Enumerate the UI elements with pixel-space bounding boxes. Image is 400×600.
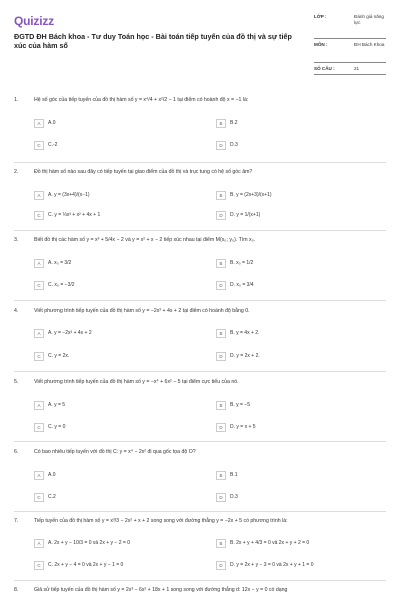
question-number: 2. [14,169,19,175]
question-number: 7. [14,518,19,524]
option-letter: A [34,329,44,338]
option-text: B.1 [230,472,238,478]
option-text: A. y = −2x³ + 4x + 2 [48,330,92,336]
option-letter: D [216,352,226,361]
option-text: A. 2x + y − 10/3 = 0 và 2x + y − 2 = 0 [48,540,130,546]
option-a[interactable] [34,399,65,411]
divider [14,511,386,512]
option-b[interactable] [216,257,253,269]
class-value: Đánh giá năng lực [354,14,384,25]
class-label: LỚP : [314,14,327,19]
meta-count-row [314,63,386,75]
option-a[interactable] [34,537,130,549]
option-text: C. y = 2x. [48,353,70,359]
option-letter: C [34,423,44,432]
option-d[interactable] [216,279,254,291]
option-text: C.-2 [48,142,58,148]
count-value: 21 [354,66,360,71]
option-text: D. y = 1/(x+1) [230,212,261,218]
option-letter: D [216,493,226,502]
meta-subject-row [314,39,386,63]
option-c[interactable] [34,491,56,503]
option-letter: B [216,539,226,548]
option-letter: C [34,141,44,150]
option-letter: A [34,401,44,410]
option-letter: D [216,423,226,432]
option-d[interactable] [216,559,314,571]
option-d[interactable] [216,421,256,433]
question-6 [14,449,386,500]
option-c[interactable] [34,209,100,221]
question-5 [14,379,386,430]
quizizz-logo: Quizizz [14,14,54,28]
option-d[interactable] [216,209,260,221]
question-text: Hệ số góc của tiếp tuyến của đồ thị hàm số y = x⁴/4 + x²/2 − 1 tại điểm có hoành độ x = −1 là: [34,97,249,103]
question-2 [14,169,386,218]
divider [14,371,386,372]
option-text: D.3 [230,142,238,148]
option-b[interactable] [216,399,250,411]
option-text: C. y = ⅓x³ + x² + 4x + 1 [48,212,101,218]
question-text: Viết phương trình tiếp tuyến của đồ thị hàm số y = −2x³ + 4x + 2 tại điểm có hoành độ bằng 0. [34,308,250,314]
quiz-meta [314,14,386,75]
option-text: D. y = 2x + y − 3 = 0 và 2x + y + 1 = 0 [230,562,314,568]
option-text: D. y = x + 5 [230,424,256,430]
question-1 [14,97,386,148]
option-letter: B [216,259,226,268]
question-number: 4. [14,308,19,314]
option-a[interactable] [34,117,56,129]
question-number: 8. [14,587,19,593]
option-letter: A [34,191,44,200]
divider [14,441,386,442]
quiz-header [14,14,386,71]
option-d[interactable] [216,139,238,151]
option-d[interactable] [216,491,238,503]
question-number: 1. [14,97,19,103]
option-letter: C [34,561,44,570]
option-c[interactable] [34,421,65,433]
option-letter: A [34,259,44,268]
option-text: B. x₀ = 1/2 [230,260,254,266]
question-8 [14,587,386,594]
option-letter: C [34,281,44,290]
option-text: B.2 [230,120,238,126]
option-d[interactable] [216,350,260,362]
option-letter: B [216,401,226,410]
option-text: C. 2x + y − 4 = 0 và 2x + y − 1 = 0 [48,562,124,568]
option-text: A. y = 5 [48,402,66,408]
option-b[interactable] [216,469,238,481]
option-letter: D [216,281,226,290]
option-b[interactable] [216,117,238,129]
option-letter: A [34,119,44,128]
question-3 [14,237,386,288]
option-b[interactable] [216,189,272,201]
option-letter: C [34,211,44,220]
option-text: A.0 [48,120,56,126]
question-7 [14,518,386,568]
option-letter: B [216,471,226,480]
divider [14,230,386,231]
option-text: A. x₀ = 3/2 [48,260,72,266]
option-c[interactable] [34,559,123,571]
divider [14,300,386,301]
question-text: Giả sử tiếp tuyến của đồ thị hàm số y = 2x³ − 6x² + 18x + 1 song song với đường thẳng d: 12x − y = 0 có dạng [34,587,288,593]
option-text: C. y = 0 [48,424,66,430]
question-text: Có bao nhiêu tiếp tuyến với đồ thị C: y = x⁴ − 2x² đi qua gốc tọa độ O? [34,449,196,455]
option-b[interactable] [216,327,259,339]
question-4 [14,308,386,359]
count-label: SỐ CÂU : [314,66,335,71]
question-text: Đồ thị hàm số nào sau đây có tiếp tuyến tại giao điểm của đồ thị và trục tung có hệ số góc âm? [34,169,253,175]
option-a[interactable] [34,189,90,201]
option-letter: C [34,493,44,502]
option-a[interactable] [34,469,56,481]
option-letter: A [34,471,44,480]
option-text: A.0 [48,472,56,478]
question-number: 5. [14,379,19,385]
option-c[interactable] [34,279,75,291]
option-text: B. y = −5 [230,402,251,408]
option-letter: D [216,141,226,150]
option-c[interactable] [34,139,57,151]
subject-label: MÔN : [314,42,328,47]
option-text: D. x₀ = 3/4 [230,282,254,288]
option-text: B. y = (2x+3)/(x+1) [230,192,272,198]
option-a[interactable] [34,257,71,269]
option-text: C. x₀ = −3/2 [48,282,75,288]
option-letter: B [216,329,226,338]
option-c[interactable] [34,350,69,362]
option-text: B. 2x + y + 4/3 = 0 và 2x + y + 2 = 0 [230,540,310,546]
question-text: Biết đồ thị các hàm số y = x³ + 5/4x − 2 và y = x² + x − 2 tiếp xúc nhau tại điểm M(x₀; y₀). Tìm x₀. [34,237,256,243]
option-letter: D [216,211,226,220]
option-letter: A [34,539,44,548]
option-text: A. y = (3x+4)/(x−1) [48,192,90,198]
question-text: Viết phương trình tiếp tuyến của đồ thị hàm số y = −x⁴ + 6x² − 5 tại điểm cực tiểu của nó. [34,379,239,385]
quiz-title: ĐGTD ĐH Bách khoa - Tư duy Toán học - Bài toán tiếp tuyến của đồ thị và sự tiếp xúc của hàm số [14,32,292,50]
option-text: C.2 [48,494,56,500]
option-letter: D [216,561,226,570]
option-a[interactable] [34,327,92,339]
option-letter: B [216,191,226,200]
subject-value: ĐH Bách Khoa [354,42,385,47]
option-b[interactable] [216,537,309,549]
divider [14,580,386,581]
divider [14,162,386,163]
question-number: 3. [14,237,19,243]
option-text: D. y = 2x + 2. [230,353,260,359]
option-letter: C [34,352,44,361]
option-text: D.3 [230,494,238,500]
meta-class-row [314,14,386,39]
option-letter: B [216,119,226,128]
question-text: Tiếp tuyến của đồ thị hàm số y = x³/3 − 2x² + x + 2 song song với đường thẳng y = −2x + 5 có phương trình là: [34,518,288,524]
question-number: 6. [14,449,19,455]
option-text: B. y = 4x + 2. [230,330,260,336]
